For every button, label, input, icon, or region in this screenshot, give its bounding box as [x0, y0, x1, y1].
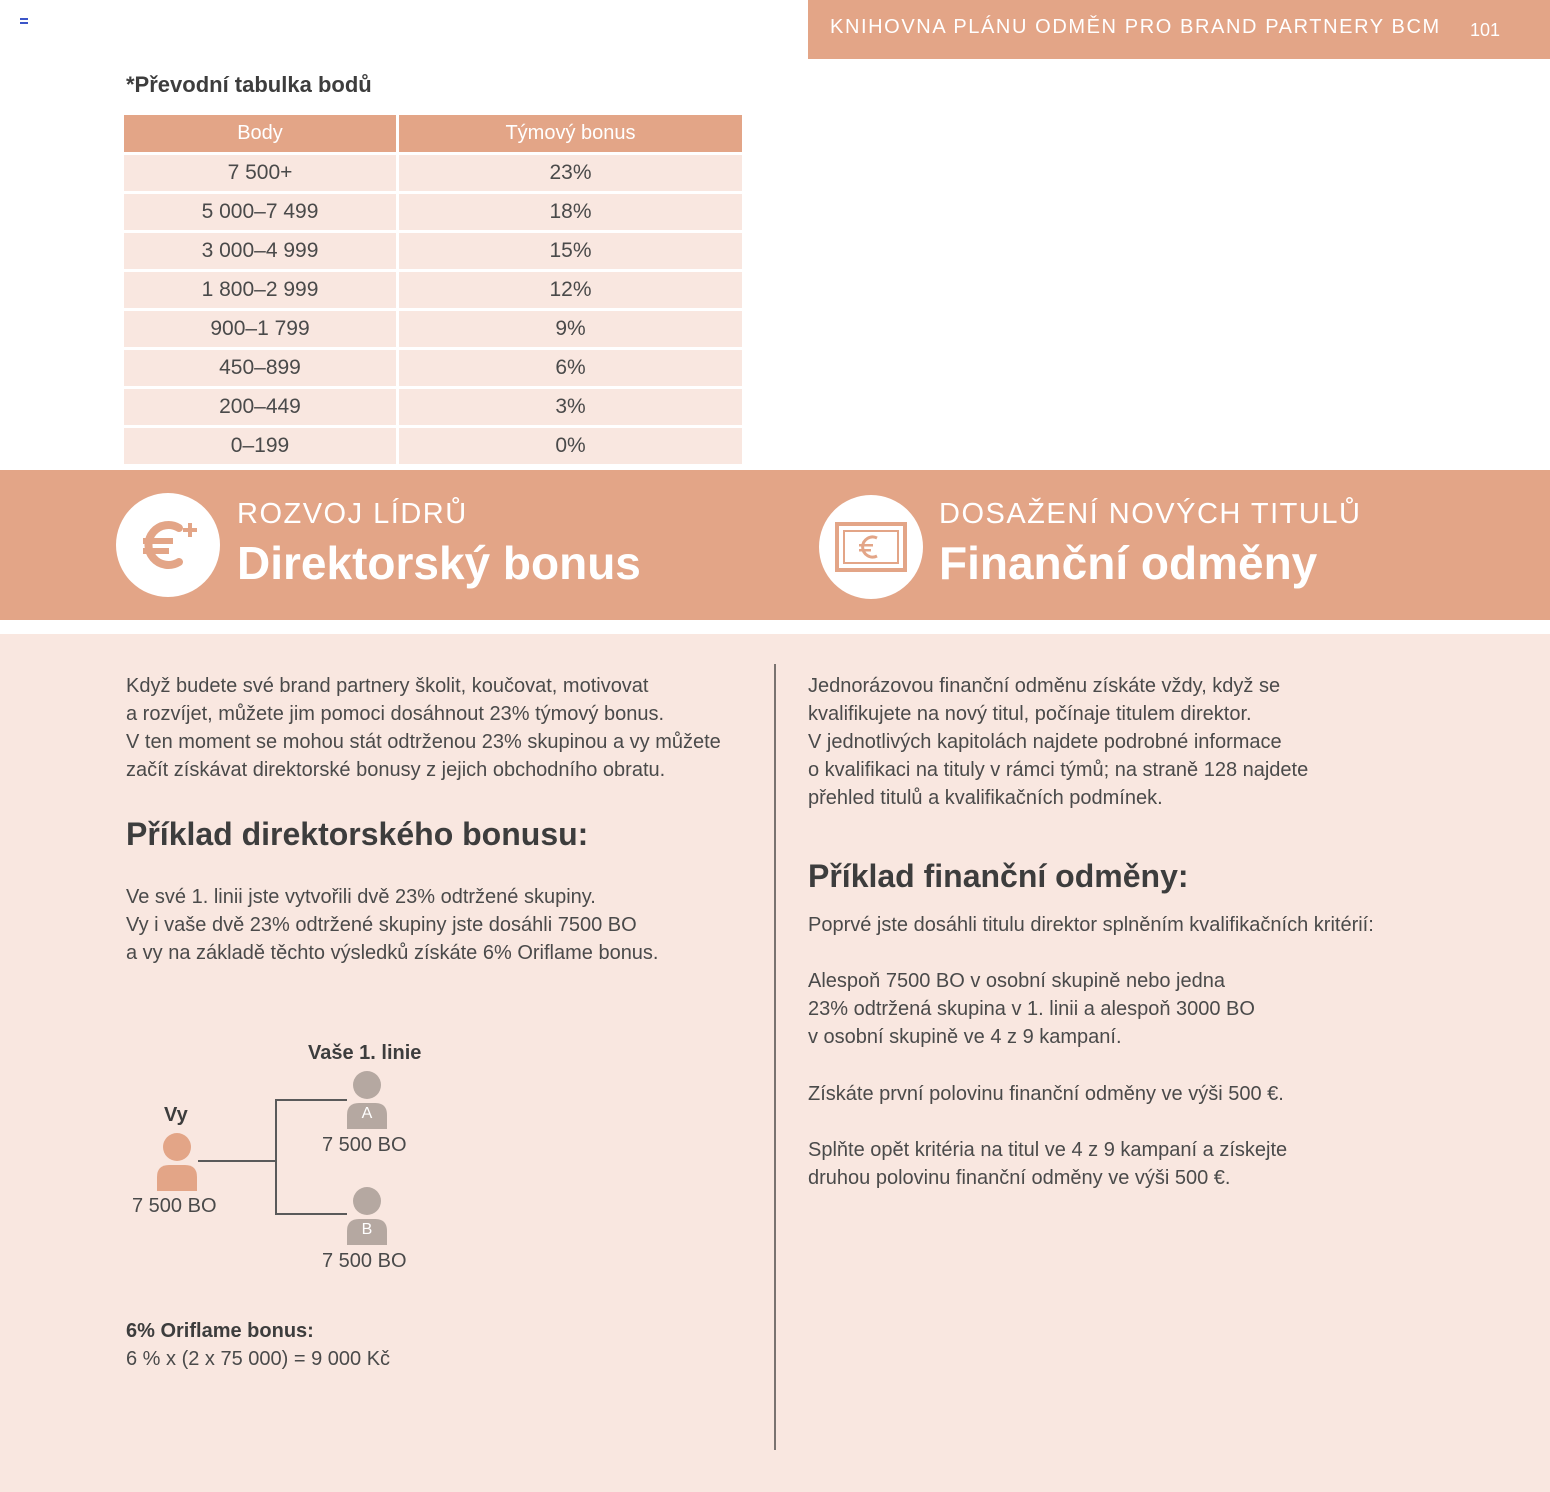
- left-section-kicker: ROZVOJ LÍDRŮ: [237, 498, 468, 530]
- right-first-half-text: [808, 1080, 1284, 1108]
- text-line: Splňte opět kritéria na titul ve 4 z 9 kampaní a získejte: [808, 1139, 1288, 1161]
- points-cell: 5 000–7 499: [124, 194, 399, 230]
- separator-strip: [0, 620, 1550, 634]
- bonus-cell: 23%: [399, 155, 742, 191]
- table-header-row: [124, 115, 742, 152]
- member-b-value: 7 500 BO: [322, 1250, 407, 1272]
- bonus-cell: 18%: [399, 194, 742, 230]
- corner-mark-icon: [20, 18, 28, 26]
- points-cell: 3 000–4 999: [124, 233, 399, 269]
- right-second-half-text: [808, 1136, 1287, 1192]
- header-title: KNIHOVNA PLÁNU ODMĚN PRO BRAND PARTNERY BCM: [830, 16, 1441, 38]
- bonus-cell: 0%: [399, 428, 742, 464]
- points-cell: 450–899: [124, 350, 399, 386]
- text-line: V jednotlivých kapitolách najdete podrobné informace: [808, 731, 1282, 753]
- bonus-cell: 15%: [399, 233, 742, 269]
- text-line: kvalifikujete na nový titul, počínaje titulem direktor.: [808, 703, 1252, 725]
- right-example-intro: [808, 911, 1374, 939]
- right-criteria-text: [808, 967, 1255, 1051]
- table-row: [124, 311, 742, 347]
- text-line: V ten moment se mohou stát odtrženou 23% skupinou a vy můžete: [126, 731, 721, 753]
- you-person-icon: [155, 1133, 199, 1191]
- bonus-cell: 6%: [399, 350, 742, 386]
- table-row: [124, 350, 742, 386]
- text-line: a rozvíjet, můžete jim pomoci dosáhnout 23% týmový bonus.: [126, 703, 665, 725]
- member-a-person-icon: [345, 1071, 389, 1129]
- text-line: druhou polovinu finanční odměny ve výši 500 €.: [808, 1167, 1231, 1189]
- column-header-team-bonus: Týmový bonus: [399, 115, 742, 152]
- header-band: [808, 0, 1550, 59]
- left-section-title: Direktorský bonus: [237, 537, 641, 589]
- text-line: Jednorázovou finanční odměnu získáte vždy, když se: [808, 675, 1281, 697]
- member-a-value: 7 500 BO: [322, 1134, 407, 1156]
- member-b-person-icon: [345, 1187, 389, 1245]
- right-section-kicker: DOSAŽENÍ NOVÝCH TITULŮ: [939, 498, 1362, 530]
- points-cell: 0–199: [124, 428, 399, 464]
- member-a-letter: A: [361, 1105, 373, 1122]
- left-intro-text: [126, 672, 721, 784]
- bonus-label: 6% Oriflame bonus:: [126, 1320, 314, 1342]
- table-caption: *Převodní tabulka bodů: [126, 72, 372, 97]
- table-row: [124, 389, 742, 425]
- text-line: a vy na základě těchto výsledků získáte 6% Oriflame bonus.: [126, 942, 659, 964]
- bonus-formula: 6 % x (2 x 75 000) = 9 000 Kč: [126, 1348, 391, 1370]
- right-section-title: Finanční odměny: [939, 537, 1318, 589]
- text-line: Ve své 1. linii jste vytvořili dvě 23% odtržené skupiny.: [126, 886, 596, 908]
- conversion-table: [124, 112, 742, 467]
- euro-plus-icon: [116, 493, 220, 597]
- column-divider: [774, 664, 776, 1450]
- banknote-euro-icon: [819, 495, 923, 599]
- text-line: Poprvé jste dosáhli titulu direktor splněním kvalifikačních kritérií:: [808, 914, 1374, 936]
- table-row: [124, 233, 742, 269]
- table-row: [124, 194, 742, 230]
- text-line: přehled titulů a kvalifikačních podmínek.: [808, 787, 1163, 809]
- you-label: Vy: [164, 1104, 188, 1126]
- right-example-heading: Příklad finanční odměny:: [808, 858, 1189, 894]
- points-cell: 900–1 799: [124, 311, 399, 347]
- bonus-cell: 3%: [399, 389, 742, 425]
- bonus-cell: 9%: [399, 311, 742, 347]
- connector-line: [275, 1099, 277, 1215]
- text-line: 23% odtržená skupina v 1. linii a alespoň 3000 BO: [808, 998, 1255, 1020]
- column-header-body: Body: [124, 115, 399, 152]
- points-cell: 7 500+: [124, 155, 399, 191]
- table-row: [124, 272, 742, 308]
- text-line: Alespoň 7500 BO v osobní skupině nebo jedna: [808, 970, 1225, 992]
- left-example-heading: Příklad direktorského bonusu:: [126, 816, 589, 852]
- points-cell: 1 800–2 999: [124, 272, 399, 308]
- text-line: Když budete své brand partnery školit, koučovat, motivovat: [126, 675, 649, 697]
- page-number: 101: [1469, 20, 1500, 40]
- left-example-text: [126, 883, 659, 967]
- section-band: [0, 470, 1550, 620]
- text-line: začít získávat direktorské bonusy z jejich obchodního obratu.: [126, 759, 666, 781]
- connector-line: [275, 1099, 347, 1101]
- text-line: o kvalifikaci na tituly v rámci týmů; na straně 128 najdete: [808, 759, 1309, 781]
- table-row: [124, 155, 742, 191]
- connector-line: [275, 1213, 347, 1215]
- connector-line: [198, 1160, 276, 1162]
- first-line-label: Vaše 1. linie: [308, 1042, 422, 1064]
- text-line: v osobní skupině ve 4 z 9 kampaní.: [808, 1026, 1122, 1048]
- text-line: Vy i vaše dvě 23% odtržené skupiny jste dosáhli 7500 BO: [126, 914, 637, 936]
- table-row: [124, 428, 742, 464]
- you-value: 7 500 BO: [132, 1195, 217, 1217]
- text-line: Získáte první polovinu finanční odměny ve výši 500 €.: [808, 1083, 1284, 1105]
- points-cell: 200–449: [124, 389, 399, 425]
- right-intro-text: [808, 672, 1308, 812]
- member-b-letter: B: [361, 1221, 373, 1238]
- bonus-cell: 12%: [399, 272, 742, 308]
